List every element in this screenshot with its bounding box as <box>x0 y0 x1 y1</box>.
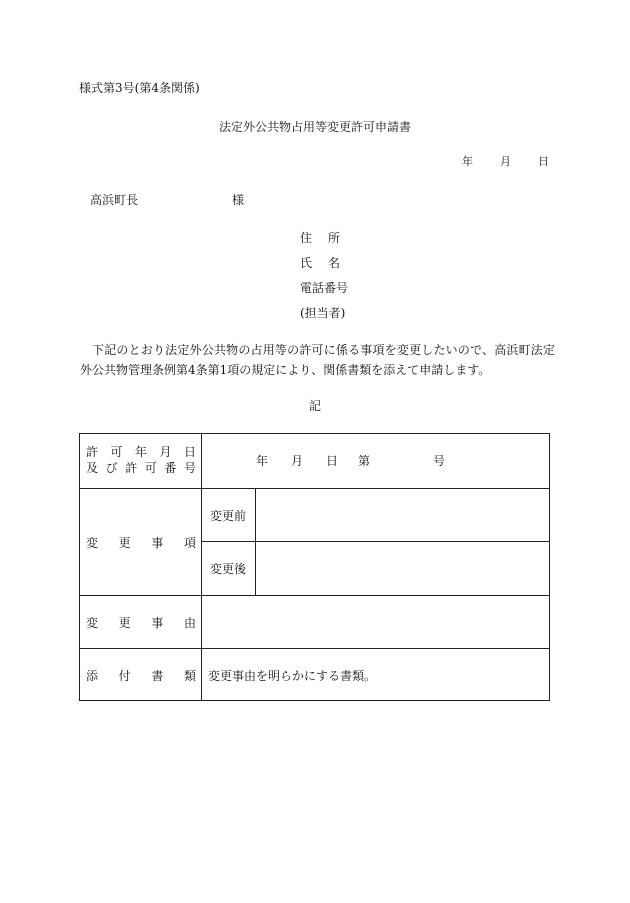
permit-date-label: 許 可 年 月 日 及 び 許 可 番 号 <box>86 445 196 475</box>
attachments-value: 変更事由を明らかにする書類。 <box>208 669 377 683</box>
applicant-contact-label: (担当者) <box>300 306 346 320</box>
change-before-label: 変更前 <box>210 509 247 523</box>
applicant-address-label: 住 所 <box>300 231 341 245</box>
document-title: 法定外公共物占用等変更許可申請書 <box>218 120 411 134</box>
applicant-name-label: 氏 名 <box>300 256 341 270</box>
request-paragraph: 下記のとおり法定外公共物の占用等の許可に係る事項を変更したいので、高浜町法定外公共物管理条例第4条第1項の規定により、関係書類を添えて申請します。 <box>80 343 555 377</box>
change-after-label: 変更後 <box>210 562 247 576</box>
date-line <box>462 155 549 168</box>
change-reason-label: 変 更 事 由 <box>86 616 196 630</box>
attachments-label: 添 付 書 類 <box>86 669 196 683</box>
application-table <box>79 433 550 701</box>
date-year-label: 年 <box>462 155 473 168</box>
ki-heading: 記 <box>308 399 321 413</box>
form-number: 様式第3号(第4条関係) <box>79 81 200 95</box>
change-items-label: 変 更 事 項 <box>86 536 196 550</box>
date-day-label: 日 <box>538 155 549 168</box>
date-month-label: 月 <box>500 155 511 168</box>
permit-date-value: 年 月 日 第 号 <box>256 454 446 468</box>
applicant-phone-label: 電話番号 <box>300 281 349 295</box>
addressee-name: 高浜町長 <box>90 193 139 207</box>
addressee-honorific: 様 <box>232 193 245 207</box>
addressee <box>90 193 245 207</box>
